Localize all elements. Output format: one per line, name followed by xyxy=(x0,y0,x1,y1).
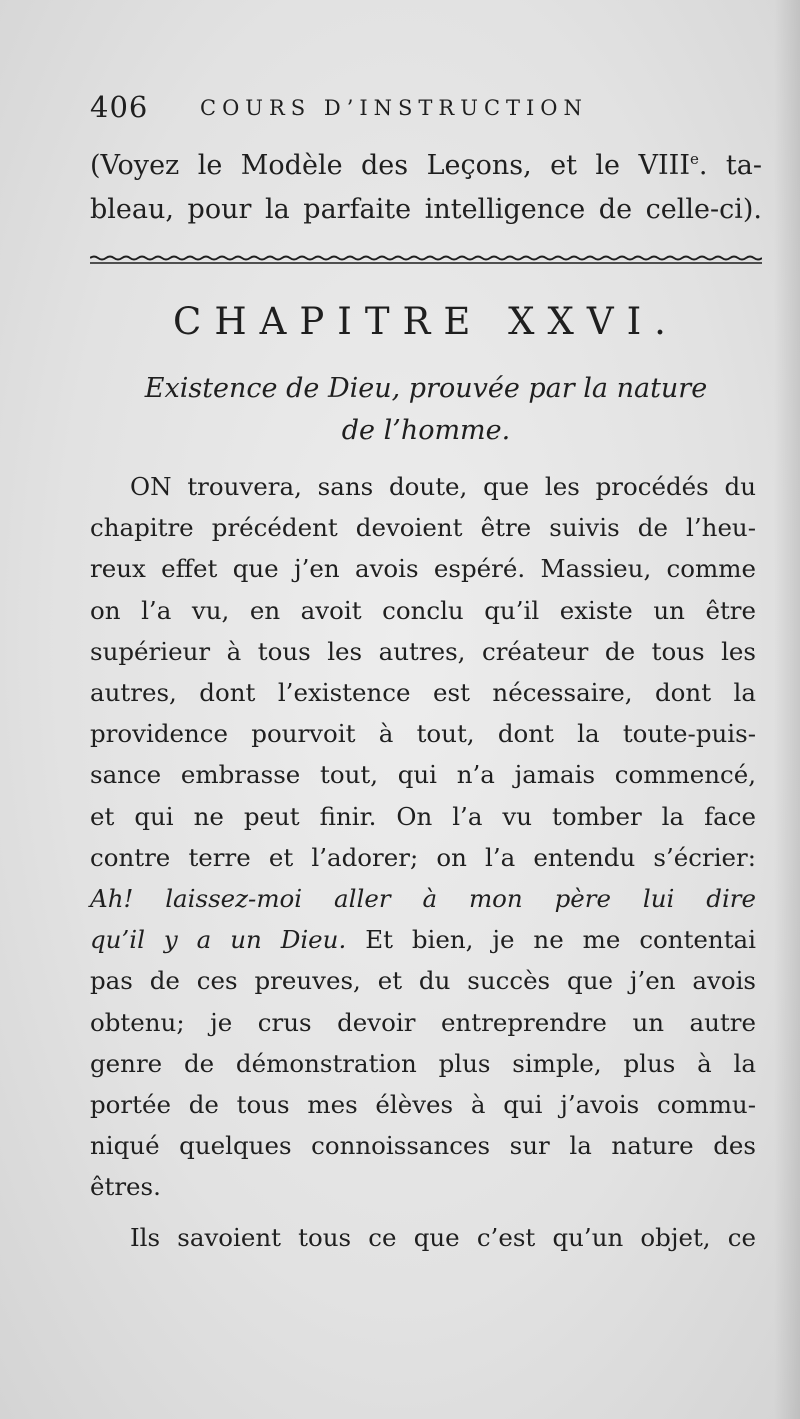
italic-quote-end: qu’il y a un Dieu. xyxy=(90,925,347,955)
superscript: e xyxy=(690,150,699,168)
page-edge-shadow xyxy=(774,0,800,1419)
text-line: sance embrasse tout, qui n’a jamais commencé, xyxy=(90,760,756,790)
text-line: ON trouvera, sans doute, que les procédés du xyxy=(130,472,756,501)
running-title: COURS D’INSTRUCTION xyxy=(200,96,588,120)
text-line: portée de tous mes élèves à qui j’avois commu- xyxy=(90,1090,756,1120)
text-line: niqué quelques connoissances sur la nature des xyxy=(90,1131,756,1161)
text-line: on l’a vu, en avoit conclu qu’il existe un être xyxy=(90,595,756,625)
text-line: pas de ces preuves, et du succès que j’en avois xyxy=(90,966,756,996)
page-number: 406 xyxy=(90,90,149,124)
continued-line-1: (Voyez le Modèle des Leçons, et le VIIIe. ta- xyxy=(90,150,762,181)
text-line: supérieur à tous les autres, créateur de tous les xyxy=(90,636,756,666)
text-line: et qui ne peut finir. On l’a vu tomber la face xyxy=(90,801,756,831)
subtitle-line-2: de l’homme. xyxy=(341,415,511,446)
text-line-last: êtres. xyxy=(90,1172,161,1202)
text-line: reux effet que j’en avois espéré. Massieu, comme xyxy=(90,554,756,584)
chapter-subtitle xyxy=(90,368,762,452)
text-line: chapitre précédent devoient être suivis de l’heu- xyxy=(90,513,756,543)
text-line: obtenu; je crus devoir entreprendre un autre xyxy=(90,1007,756,1037)
paragraph-1 xyxy=(90,466,756,1208)
text-line: Ils savoient tous ce que c’est qu’un objet, ce xyxy=(130,1223,756,1252)
continued-text xyxy=(90,137,762,232)
text-line: qu’il y a un Dieu. Et bien, je ne me contentai xyxy=(90,925,756,955)
text-line: providence pourvoit à tout, dont la toute-puis- xyxy=(90,719,756,749)
text-line: genre de démonstration plus simple, plus à la xyxy=(90,1048,756,1078)
chapter-title: CHAPITRE XXVI. xyxy=(173,300,679,343)
ornamental-rule xyxy=(90,255,762,265)
text-line: contre terre et l’adorer; on l’a entendu s’écrier: xyxy=(90,842,756,872)
text-line: autres, dont l’existence est nécessaire, dont la xyxy=(90,678,756,708)
paragraph-2 xyxy=(90,1217,756,1258)
running-head xyxy=(90,86,762,130)
subtitle-line-1: Existence de Dieu, prouvée par la nature xyxy=(144,373,708,404)
italic-quote-line: Ah! laissez-moi aller à mon père lui dire xyxy=(90,884,756,914)
continued-line-2: bleau, pour la parfaite intelligence de celle-ci). xyxy=(90,194,762,225)
